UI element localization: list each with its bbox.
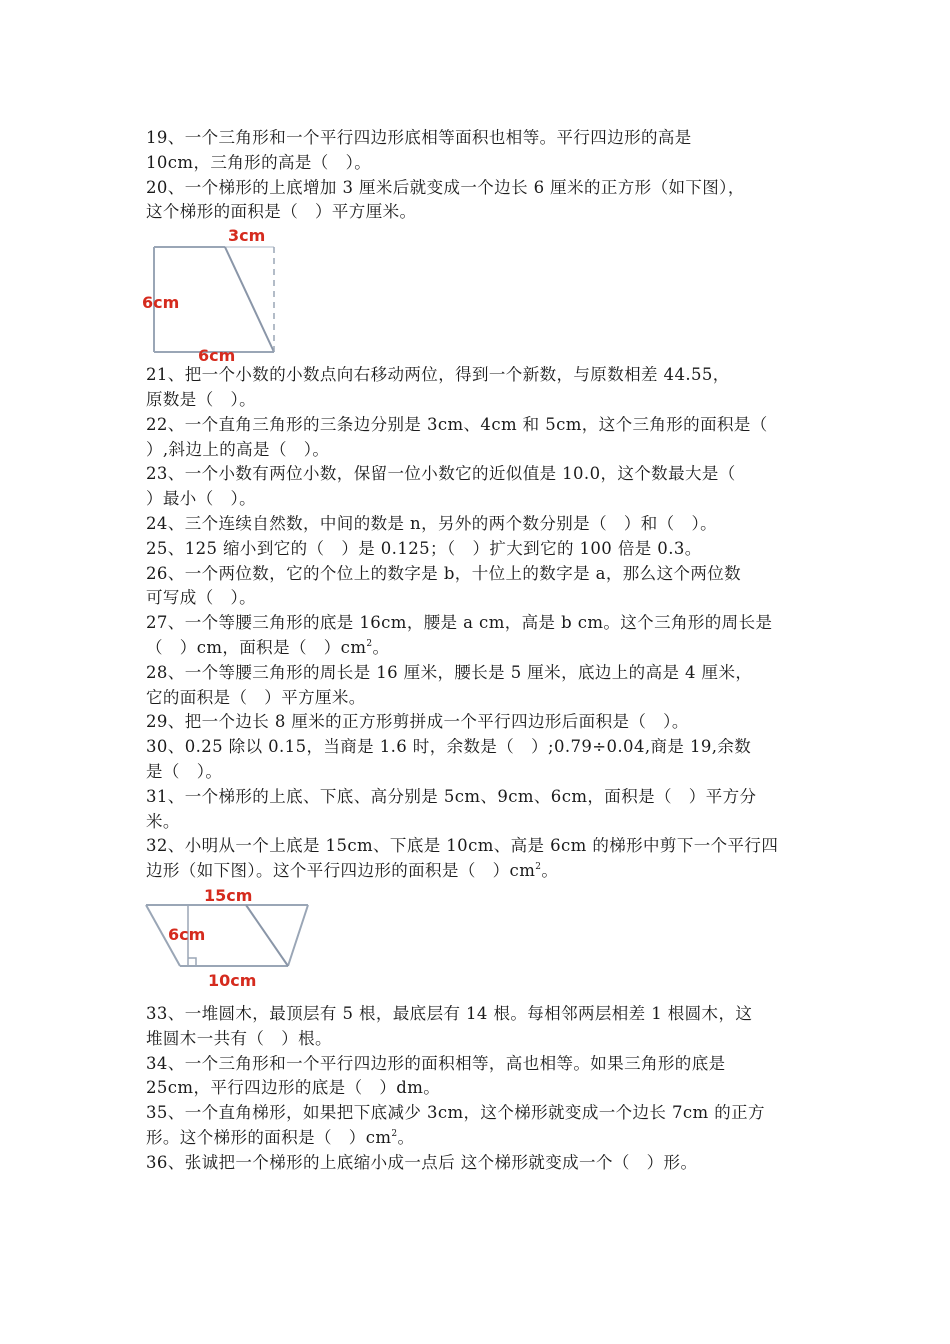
text-line	[146, 176, 826, 201]
text-line	[146, 1027, 826, 1052]
questions-19-20	[146, 126, 826, 225]
line-text: 19、一个三角形和一个平行四边形底相等面积也相等。平行四边形的高是	[146, 128, 692, 147]
superscript-two: 2	[366, 638, 373, 649]
text-line	[146, 1052, 826, 1077]
line-text: 10cm，三角形的高是（ ）。	[146, 152, 372, 172]
text-line	[146, 785, 826, 810]
trapezoid-right-leg	[288, 905, 308, 966]
text-line	[146, 200, 826, 225]
parallelogram-cut-line	[246, 905, 288, 966]
line-text: 27、一个等腰三角形的底是 16cm，腰是 a cm，高是 b cm。这个三角形的周长是	[146, 613, 773, 633]
worksheet-content	[142, 126, 826, 1176]
text-line	[146, 636, 826, 661]
text-line	[146, 388, 826, 413]
figure-trapezoid-parallelogram	[146, 884, 826, 1002]
line-text: 31、一个梯形的上底、下底、高分别是 5cm、9cm、6cm，面积是（ ）平方分	[146, 786, 757, 806]
line-text: 是（ ）。	[146, 761, 223, 781]
line-text: 原数是（ ）。	[146, 389, 257, 409]
line-text: ）最小（ ）。	[146, 489, 257, 509]
line-text: 36、张诚把一个梯形的上底缩小成一点后 这个梯形就变成一个（ ）形。	[146, 1152, 698, 1172]
text-line	[146, 512, 826, 537]
text-line	[146, 1002, 826, 1027]
left-length-label: 6cm	[142, 293, 180, 313]
line-text: 34、一个三角形和一个平行四边形的面积相等，高也相等。如果三角形的底是	[146, 1053, 726, 1073]
line-text: 26、一个两位数，它的个位上的数字是 b，十位上的数字是 a，那么这个两位数	[146, 563, 742, 583]
text-line	[146, 438, 826, 463]
top-base-label: 15cm	[204, 885, 253, 905]
trapezoid-parallelogram-diagram	[146, 884, 366, 1002]
sentence-end: 。	[541, 861, 559, 881]
line-text: 30、0.25 除以 0.15，当商是 1.6 时，余数是（ ）;0.79÷0.04,商是 19,余数	[146, 737, 752, 757]
bottom-length-label: 6cm	[198, 346, 236, 366]
height-label: 6cm	[168, 924, 206, 944]
text-line	[146, 834, 826, 859]
text-line	[146, 710, 826, 735]
line-text: （ ）cm，面积是（ ）cm	[146, 637, 367, 657]
line-text: 22、一个直角三角形的三条边分别是 3cm、4cm 和 5cm，这个三角形的面积是（	[146, 414, 768, 434]
text-line	[146, 1101, 826, 1126]
text-line	[146, 126, 826, 151]
line-text: 25cm，平行四边形的底是（ ）dm。	[146, 1078, 441, 1098]
text-line	[146, 1076, 826, 1101]
text-line	[146, 413, 826, 438]
text-line	[146, 611, 826, 636]
questions-21-32	[146, 363, 826, 884]
sentence-end: 。	[397, 1127, 415, 1147]
questions-33-36	[146, 1002, 826, 1176]
line-text: 32、小明从一个上底是 15cm、下底是 10cm、高是 6cm 的梯形中剪下一个平行四	[146, 836, 779, 856]
line-text: 可写成（ ）。	[146, 588, 257, 608]
superscript-two: 2	[535, 862, 542, 873]
line-text: 35、一个直角梯形，如果把下底减少 3cm，这个梯形就变成一个边长 7cm 的正方	[146, 1103, 765, 1123]
text-line	[146, 1126, 826, 1151]
text-line	[146, 760, 826, 785]
bottom-base-label: 10cm	[208, 970, 257, 990]
line-text: 24、三个连续自然数，中间的数是 n，另外的两个数分别是（ ）和（ ）。	[146, 513, 718, 533]
line-text: 33、一堆圆木，最顶层有 5 根，最底层有 14 根。每相邻两层相差 1 根圆木，这	[146, 1003, 753, 1023]
line-text: 21、把一个小数的小数点向右移动两位，得到一个新数，与原数相差 44.55，	[146, 365, 730, 385]
text-line	[146, 735, 826, 760]
line-text: ）,斜边上的高是（ ）。	[146, 439, 330, 459]
text-line	[146, 562, 826, 587]
line-text: 25、125 缩小到它的（ ）是 0.125；（ ）扩大到它的 100 倍是 0.3。	[146, 538, 702, 558]
right-angle-mark	[188, 958, 196, 966]
line-text: 形。这个梯形的面积是（ ）cm	[146, 1127, 392, 1147]
trapezoid-square-diagram	[142, 225, 346, 366]
text-line	[146, 686, 826, 711]
line-text: 29、把一个边长 8 厘米的正方形剪拼成一个平行四边形后面积是（ ）。	[146, 712, 689, 732]
text-line	[146, 363, 826, 388]
text-line	[146, 586, 826, 611]
line-text: 23、一个小数有两位小数，保留一位小数它的近似值是 10.0，这个数最大是（	[146, 464, 736, 484]
text-line	[146, 810, 826, 835]
line-text: 堆圆木一共有（ ）根。	[146, 1028, 332, 1048]
line-text: 它的面积是（ ）平方厘米。	[146, 687, 366, 707]
text-line	[146, 859, 826, 884]
figure-trapezoid-square	[142, 225, 826, 366]
slant-side-line	[225, 247, 274, 352]
line-text: 20、一个梯形的上底增加 3 厘米后就变成一个边长 6 厘米的正方形（如下图），	[146, 177, 745, 197]
text-line	[146, 537, 826, 562]
text-line	[146, 462, 826, 487]
superscript-two: 2	[391, 1128, 398, 1139]
sentence-end: 。	[372, 637, 390, 657]
line-text: 米。	[146, 811, 180, 831]
text-line	[146, 151, 826, 176]
line-text: 边形（如下图）。这个平行四边形的面积是（ ）cm	[146, 861, 536, 881]
text-line	[146, 487, 826, 512]
top-length-label: 3cm	[228, 226, 266, 246]
text-line	[146, 661, 826, 686]
text-line	[146, 1151, 826, 1176]
line-text: 这个梯形的面积是（ ）平方厘米。	[146, 202, 417, 222]
line-text: 28、一个等腰三角形的周长是 16 厘米，腰长是 5 厘米，底边上的高是 4 厘米，	[146, 662, 753, 682]
